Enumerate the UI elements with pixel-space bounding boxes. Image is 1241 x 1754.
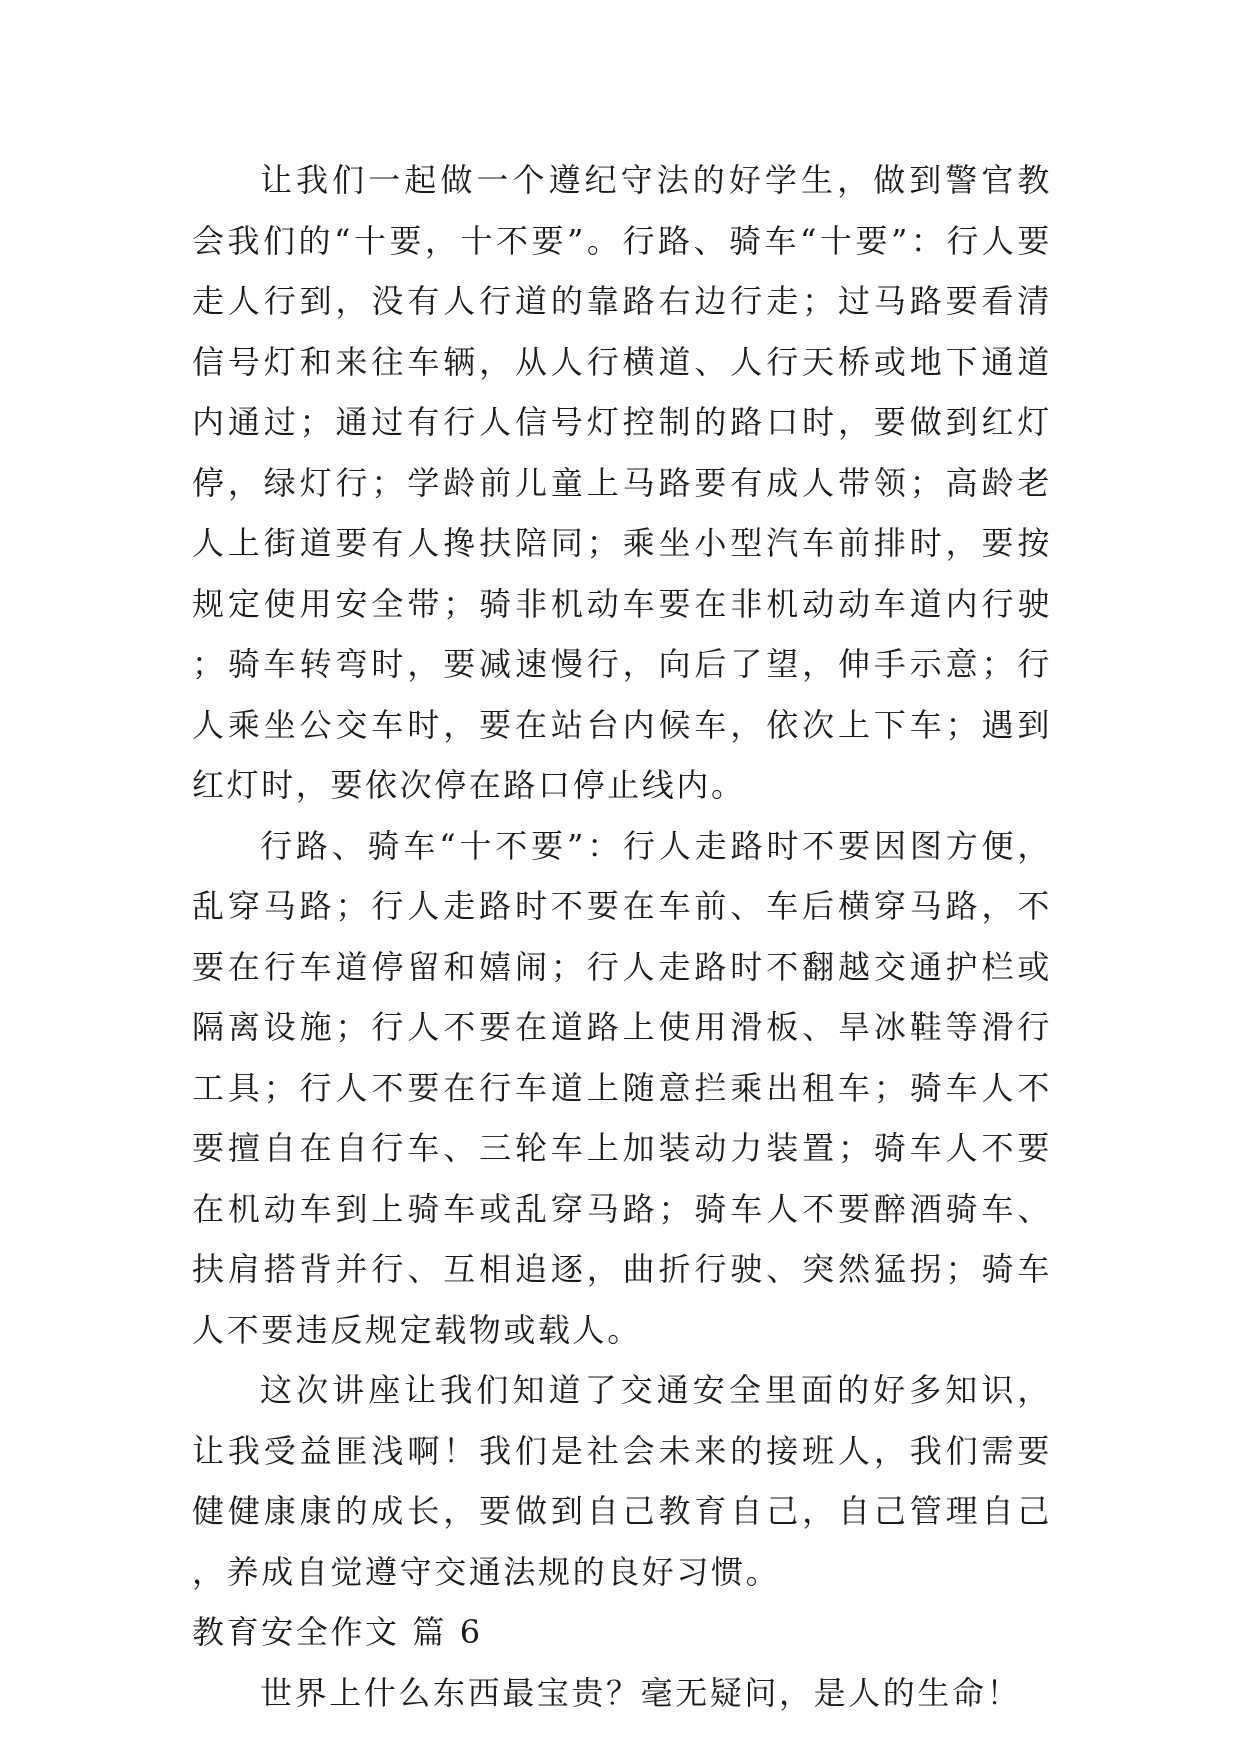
document-body	[192, 150, 1052, 1723]
paragraph-ten-donts: 行路、骑车“十不要”：行人走路时不要因图方便，乱穿马路；行人走路时不要在车前、车后横穿马路，不要在行车道停留和嬉闹；行人走路时不翻越交通护栏或隔离设施；行人不要在道路上使用滑板、旱冰鞋等滑行工具；行人不要在行车道上随意拦乘出租车；骑车人不要擅自在自行车、三轮车上加装动力装置；骑车人不要在机动车到上骑车或乱穿马路；骑车人不要醉酒骑车、扶肩搭背并行、互相追逐，曲折行驶、突然猛拐；骑车人不要违反规定载物或载人。	[192, 826, 1052, 1349]
essay-heading: 教育安全作文 篇 6	[192, 1613, 483, 1651]
paragraph-ten-dos: 让我们一起做一个遵纪守法的好学生，做到警官教会我们的“十要，十不要”。行路、骑车“十要”：行人要走人行到，没有人行道的靠路右边行走；过马路要看清信号灯和来往车辆，从人行横道、人行天桥或地下通道内通过；通过有行人信号灯控制的路口时，要做到红灯停，绿灯行；学龄前儿童上马路要有成人带领；高龄老人上街道要有人搀扶陪同；乘坐小型汽车前排时，要按规定使用安全带；骑非机动车要在非机动动车道内行驶；骑车转弯时，要减速慢行，向后了望，伸手示意；行人乘坐公交车时，要在站台内候车，依次上下车；遇到红灯时，要依次停在路口停止线内。	[192, 161, 1052, 804]
paragraph-essay-opening: 世界上什么东西最宝贵？毫无疑问，是人的生命！	[260, 1673, 1022, 1712]
paragraph-lecture-reflection: 这次讲座让我们知道了交通安全里面的好多知识，让我受益匪浅啊！我们是社会未来的接班人，我们需要健健康康的成长，要做到自己教育自己，自己管理自己，养成自觉遵守交通法规的良好习惯。	[192, 1371, 1052, 1591]
